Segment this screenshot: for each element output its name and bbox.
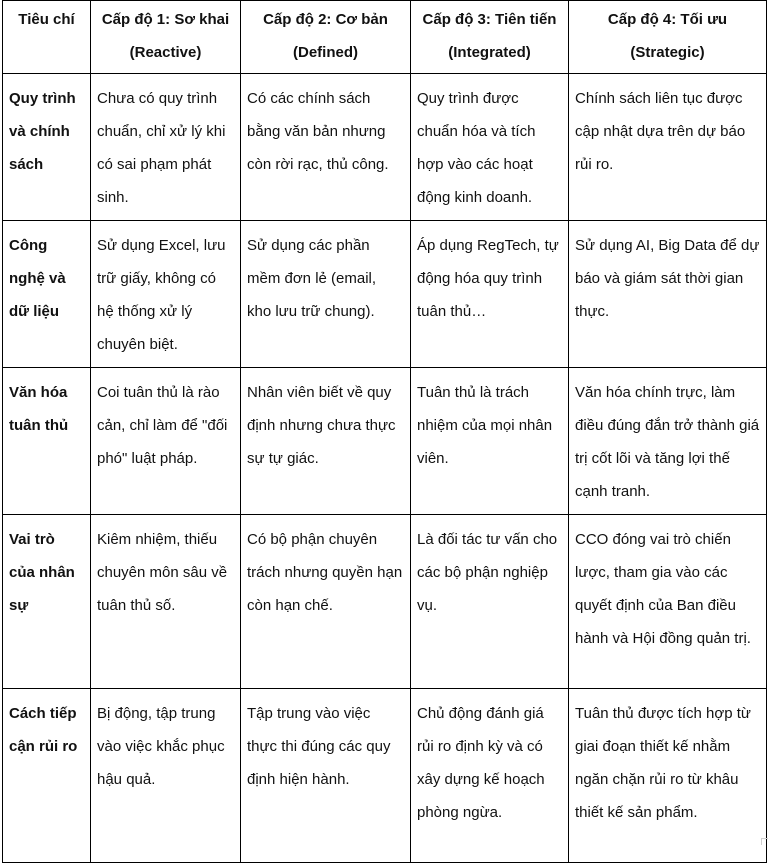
table-cell: Tuân thủ là trách nhiệm của mọi nhân viên. <box>411 368 569 515</box>
table-row <box>3 221 767 368</box>
criterion-cell: Vai trò của nhân sự <box>3 515 91 689</box>
header-level-3-title: Cấp độ 3: Tiên tiến <box>422 11 557 28</box>
table-cell: Quy trình được chuẩn hóa và tích hợp vào các hoạt động kinh doanh. <box>411 74 569 221</box>
table-cell: Sử dụng Excel, lưu trữ giấy, không có hệ thống xử lý chuyên biệt. <box>91 221 241 368</box>
table-cell: Bị động, tập trung vào việc khắc phục hậu quả. <box>91 689 241 863</box>
table-cell: Nhân viên biết về quy định nhưng chưa thực sự tự giác. <box>241 368 411 515</box>
header-level-2-subtitle: (Defined) <box>293 44 358 61</box>
table-cell: CCO đóng vai trò chiến lược, tham gia vào các quyết định của Ban điều hành và Hội đồng quản trị. <box>569 515 767 689</box>
header-level-2-title: Cấp độ 2: Cơ bản <box>263 11 388 28</box>
table-cell: Chính sách liên tục được cập nhật dựa trên dự báo rủi ro. <box>569 74 767 221</box>
table-cell: Chưa có quy trình chuẩn, chỉ xử lý khi có sai phạm phát sinh. <box>91 74 241 221</box>
maturity-table <box>2 0 767 863</box>
table-cell: Văn hóa chính trực, làm điều đúng đắn trở thành giá trị cốt lõi và tăng lợi thế cạnh tranh. <box>569 368 767 515</box>
criterion-cell: Công nghệ và dữ liệu <box>3 221 91 368</box>
table-cell: Tuân thủ được tích hợp từ giai đoạn thiết kế nhằm ngăn chặn rủi ro từ khâu thiết kế sản phẩm. <box>569 689 767 863</box>
table-cell: Áp dụng RegTech, tự động hóa quy trình tuân thủ… <box>411 221 569 368</box>
table-cell: Có các chính sách bằng văn bản nhưng còn rời rạc, thủ công. <box>241 74 411 221</box>
header-level-4-subtitle: (Strategic) <box>630 44 705 61</box>
header-level-1 <box>91 1 241 74</box>
table-cell: Sử dụng AI, Big Data để dự báo và giám sát thời gian thực. <box>569 221 767 368</box>
table-cell: Coi tuân thủ là rào cản, chỉ làm để "đối phó" luật pháp. <box>91 368 241 515</box>
header-level-3-subtitle: (Integrated) <box>448 44 531 61</box>
table-cell: Tập trung vào việc thực thi đúng các quy định hiện hành. <box>241 689 411 863</box>
table-cell: Là đối tác tư vấn cho các bộ phận nghiệp vụ. <box>411 515 569 689</box>
header-criteria <box>3 1 91 74</box>
table-cell: Kiêm nhiệm, thiếu chuyên môn sâu về tuân thủ số. <box>91 515 241 689</box>
table-cell: Sử dụng các phần mềm đơn lẻ (email, kho lưu trữ chung). <box>241 221 411 368</box>
header-criteria-label: Tiêu chí <box>18 11 75 28</box>
criterion-cell: Văn hóa tuân thủ <box>3 368 91 515</box>
table-cell: Chủ động đánh giá rủi ro định kỳ và có xây dựng kế hoạch phòng ngừa. <box>411 689 569 863</box>
criterion-cell: Cách tiếp cận rủi ro <box>3 689 91 863</box>
table-row <box>3 368 767 515</box>
header-level-1-title: Cấp độ 1: Sơ khai <box>101 11 230 28</box>
criterion-cell: Quy trình và chính sách <box>3 74 91 221</box>
header-level-2 <box>241 1 411 74</box>
page-corner-mark <box>761 838 768 845</box>
header-level-4-title: Cấp độ 4: Tối ưu <box>607 11 728 28</box>
table-cell: Có bộ phận chuyên trách nhưng quyền hạn còn hạn chế. <box>241 515 411 689</box>
header-level-3 <box>411 1 569 74</box>
table-row <box>3 515 767 689</box>
header-level-4 <box>569 1 767 74</box>
header-row <box>3 1 767 74</box>
table-row <box>3 74 767 221</box>
table-row <box>3 689 767 863</box>
header-level-1-subtitle: (Reactive) <box>129 44 202 61</box>
